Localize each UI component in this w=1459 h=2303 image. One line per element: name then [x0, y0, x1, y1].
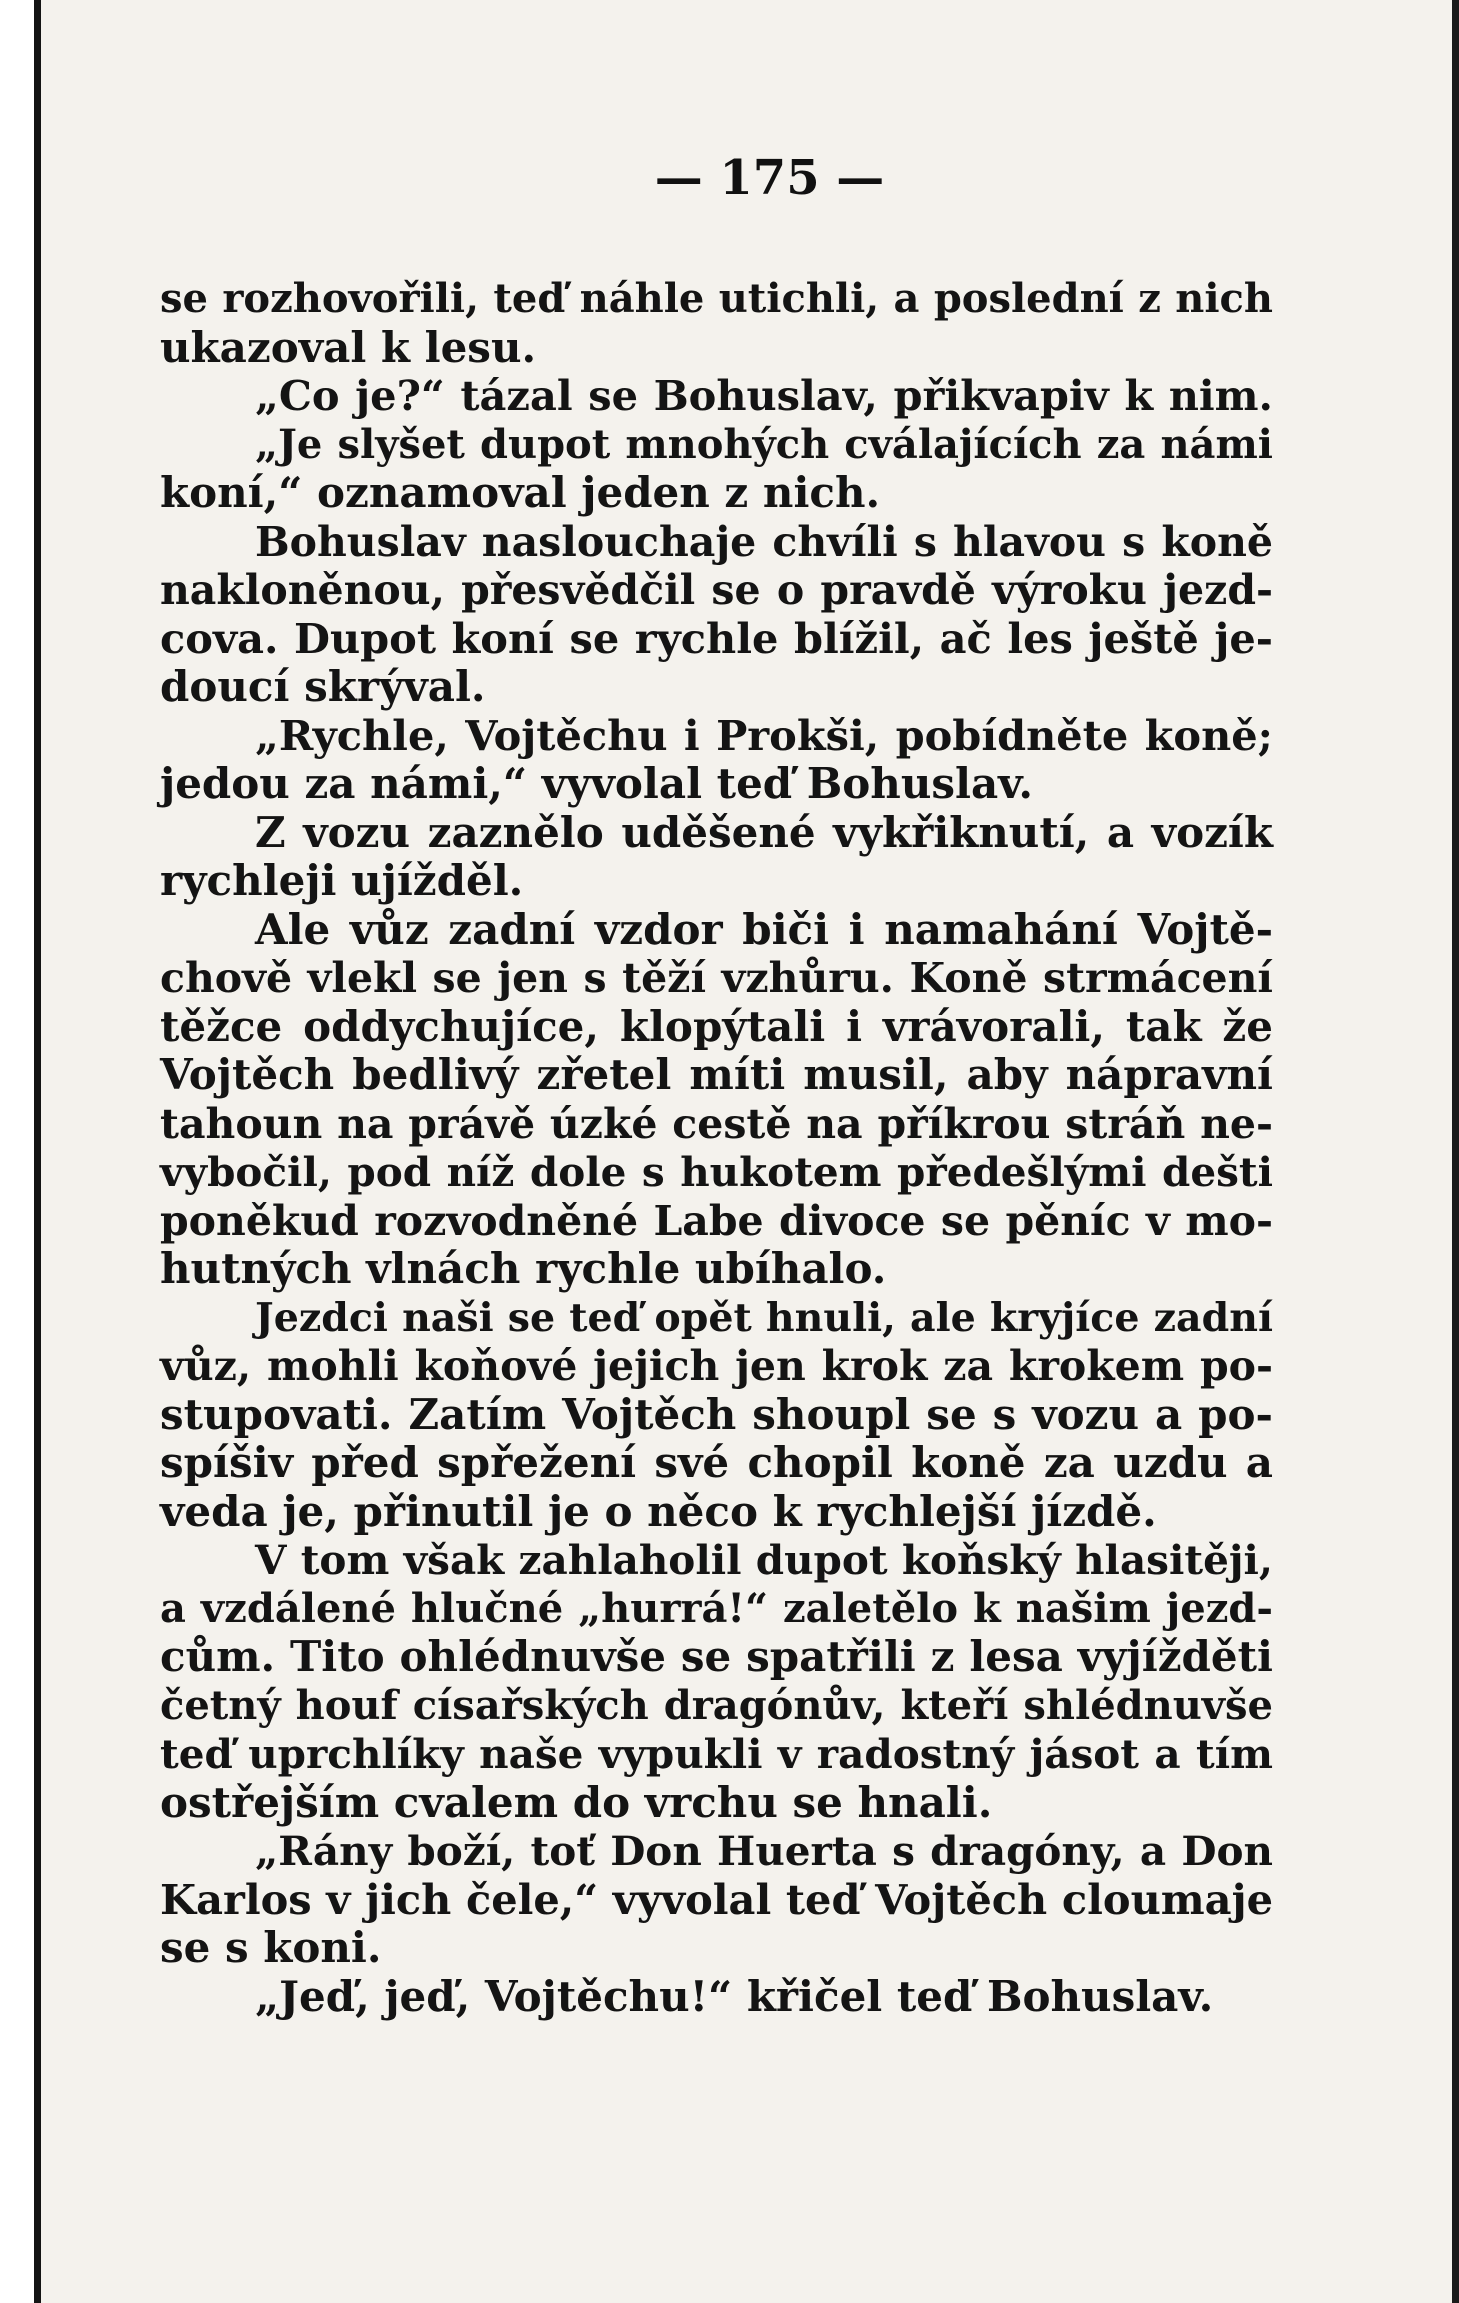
text-line: hutných vlnách rychle ubíhalo. [160, 1244, 887, 1293]
text-line: tahoun na právě úzké cestě na příkrou stráň ne- [160, 1099, 1273, 1148]
text-line: koní,“ oznamoval jeden z nich. [160, 468, 881, 517]
text-line: „Je slyšet dupot mnohých cválajících za námi [255, 420, 1273, 468]
text-line: rychleji ujížděl. [160, 856, 524, 905]
page-number: — 175 — [654, 150, 885, 206]
text-line: chově vlekl se jen s těží vzhůru. Koně strmácení [160, 954, 1273, 1002]
text-line: Z vozu zaznělo uděšené vykřiknutí, a vozík [255, 807, 1273, 857]
page-left-margin [0, 0, 34, 2303]
text-line: a vzdálené hlučné „hurrá!“ zaletělo k našim jezd- [160, 1584, 1273, 1632]
text-line: vybočil, pod níž dole s hukotem předešlými dešti [160, 1148, 1273, 1196]
text-line: doucí skrýval. [160, 662, 486, 711]
text-line: „Co je?“ tázal se Bohuslav, přikvapiv k nim. [255, 371, 1273, 420]
text-line: těžce oddychujíce, klopýtali i vrávorali, tak že [160, 1001, 1273, 1051]
text-line: nakloněnou, přesvědčil se o pravdě výroku jezd- [160, 566, 1273, 614]
page-left-border [34, 0, 41, 2303]
text-line: vůz, mohli koňové jejich jen krok za krokem po- [160, 1342, 1273, 1390]
text-line: četný houf císařských dragónův, kteří shlédnuvše [160, 1681, 1273, 1729]
text-line: cům. Tito ohlédnuvše se spatřili z lesa vyjížděti [160, 1632, 1273, 1681]
text-line: Karlos v jich čele,“ vyvolal teď Vojtěch cloumaje [160, 1874, 1273, 1924]
text-line: „Rány boží, toť Don Huerta s dragóny, a Don [255, 1827, 1273, 1875]
text-line: ostřejším cvalem do vrchu se hnali. [160, 1777, 993, 1827]
page-right-border [1452, 0, 1459, 2303]
text-line: se rozhovořili, teď náhle utichli, a poslední z nich [160, 275, 1273, 322]
text-line: stupovati. Zatím Vojtěch shoupl se s vozu a po- [160, 1389, 1273, 1439]
text-line: Vojtěch bedlivý zřetel míti musil, aby nápravní [160, 1050, 1273, 1099]
text-line: V tom však zahlaholil dupot koňský hlasitěji, [255, 1536, 1273, 1584]
text-line: cova. Dupot koní se rychle blížil, ač les ještě je- [160, 613, 1273, 663]
text-line: veda je, přinutil je o něco k rychlejší jízdě. [160, 1486, 1157, 1536]
text-line: „Rychle, Vojtěchu i Prokši, pobídněte koně; [255, 710, 1273, 760]
text-line: spíšiv před spřežení své chopil koně za uzdu a [160, 1438, 1273, 1487]
text-line: Ale vůz zadní vzdor biči i namahání Vojtě- [255, 904, 1273, 954]
text-line: „Jeď, jeď, Vojtěchu!“ křičel teď Bohuslav. [255, 1971, 1214, 2021]
text-line: poněkud rozvodněné Labe divoce se pěníc v mo- [160, 1196, 1273, 1245]
body-text [160, 275, 1273, 2021]
text-line: Bohuslav naslouchaje chvíli s hlavou s koně [255, 517, 1273, 566]
text-line: jedou za námi,“ vyvolal teď Bohuslav. [160, 759, 1033, 808]
text-line: Jezdci naši se teď opět hnuli, ale kryjíce zadní [255, 1294, 1273, 1341]
text-line: teď uprchlíky naše vypukli v radostný jásot a tím [160, 1730, 1273, 1778]
text-line: ukazoval k lesu. [160, 322, 537, 372]
text-line: se s koni. [160, 1923, 382, 1972]
